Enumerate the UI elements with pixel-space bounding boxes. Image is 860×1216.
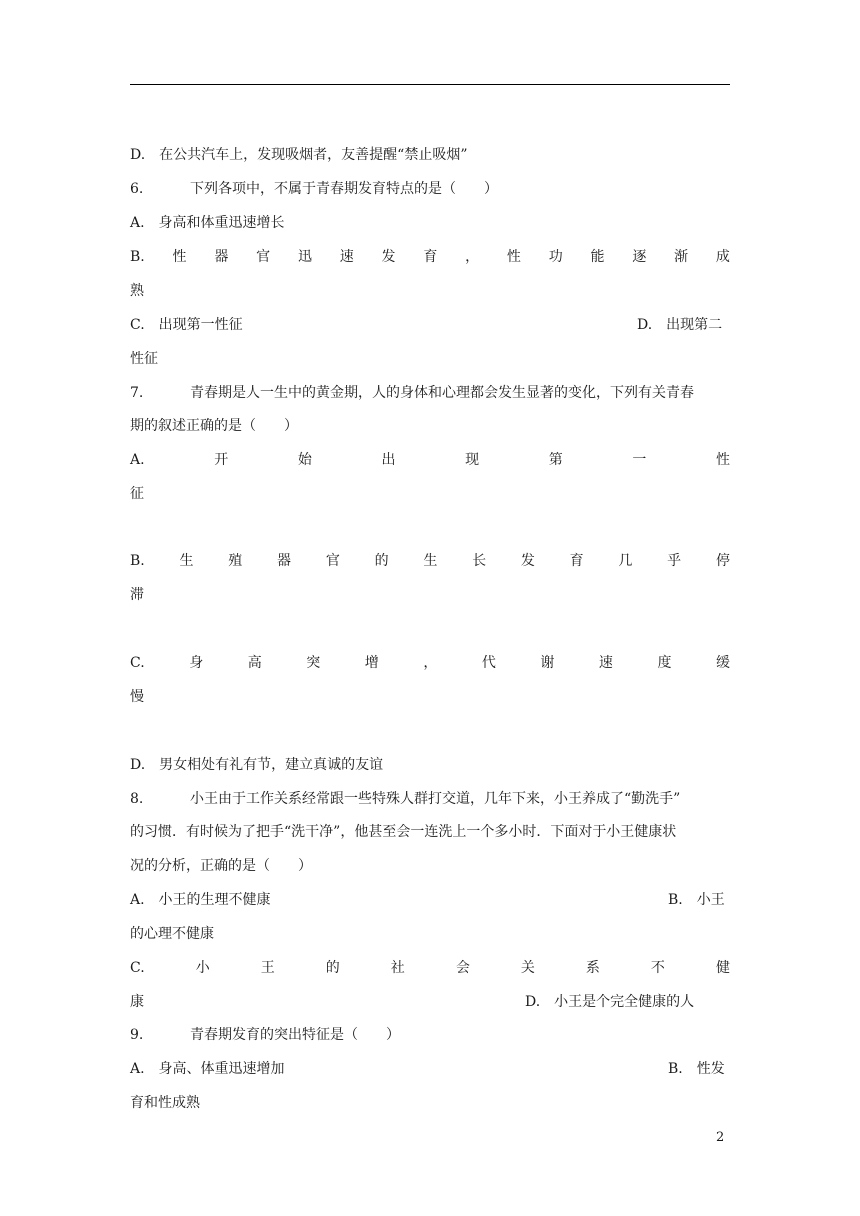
option-char: 几: [618, 553, 633, 569]
option-char: 王: [260, 960, 275, 976]
option-char: 官: [256, 249, 271, 265]
q7-c-label: C.: [130, 655, 145, 671]
q6-stem-text: 下列各项中，不属于青春期发育特点的是（ ）: [190, 181, 498, 197]
option-char: 能: [590, 249, 605, 265]
q8-option-c-tail: 康: [130, 994, 144, 1010]
option-char: 功: [548, 249, 563, 265]
option-char: 小: [195, 960, 210, 976]
q5-option-d: D. 在公共汽车上，发现吸烟者，友善提醒“禁止吸烟”: [130, 147, 468, 163]
q8-stem-text: 小王由于工作关系经常跟一些特殊人群打交道，几年下来，小王养成了“勤洗手”: [190, 791, 681, 807]
q6-option-b-tail: 熟: [130, 283, 144, 299]
q8-stem-3: 况的分析，正确的是（ ）: [130, 858, 312, 874]
option-char: 始: [297, 452, 312, 468]
q6-option-d-tail: 性征: [130, 351, 158, 367]
header-rule: [130, 84, 730, 85]
option-char: 发: [381, 249, 396, 265]
q6-stem: [130, 179, 730, 199]
q7-option-a: [130, 450, 730, 470]
option-char: 健: [715, 960, 730, 976]
option-char: 官: [325, 553, 340, 569]
option-char: 一: [632, 452, 647, 468]
q8-option-c-d-row: [130, 992, 730, 1012]
q8-option-a: A. 小王的生理不健康: [130, 892, 271, 908]
q8-option-d: D. 小王是个完全健康的人: [525, 994, 695, 1010]
option-char: 社: [390, 960, 405, 976]
q8-option-a-b-row: [130, 890, 730, 910]
option-char: 育: [423, 249, 438, 265]
q7-option-a-tail: 征: [130, 486, 144, 502]
option-char: 度: [657, 655, 672, 671]
option-char: 器: [214, 249, 229, 265]
option-char: 长: [472, 553, 487, 569]
q6-number: 6.: [130, 181, 144, 197]
option-char: 的: [325, 960, 340, 976]
q7-stem-1: [130, 383, 730, 403]
option-char: 突: [306, 655, 321, 671]
q8-option-c: [130, 958, 730, 978]
option-char: 性: [715, 452, 730, 468]
q7-number: 7.: [130, 385, 144, 401]
q7-option-d: D. 男女相处有礼有节，建立真诚的友谊: [130, 757, 384, 773]
option-char: 迅: [297, 249, 312, 265]
q6-option-b: [130, 247, 730, 267]
q6-b-label: B.: [130, 249, 145, 265]
q9-option-a-b-row: [130, 1059, 730, 1079]
option-char: 生: [423, 553, 438, 569]
q7-a-label: A.: [130, 452, 145, 468]
option-char: 开: [214, 452, 229, 468]
option-char: 代: [481, 655, 496, 671]
q6-option-d: D. 出现第二: [637, 317, 723, 333]
q6-option-c-d-row: [130, 315, 730, 335]
option-char: 的: [374, 553, 389, 569]
q7-option-c: [130, 653, 730, 673]
option-char: ，: [465, 249, 480, 265]
option-char: 系: [585, 960, 600, 976]
option-char: 成: [715, 249, 730, 265]
option-char: 缓: [715, 655, 730, 671]
q7-option-b: [130, 551, 730, 571]
option-char: ，: [423, 655, 438, 671]
q7-stem-2: 期的叙述正确的是（ ）: [130, 418, 298, 434]
q8-number: 8.: [130, 791, 144, 807]
option-char: 会: [455, 960, 470, 976]
option-char: 谢: [540, 655, 555, 671]
q8-c-label: C.: [130, 960, 145, 976]
option-char: 速: [598, 655, 613, 671]
q6-option-c: C. 出现第一性征: [130, 317, 243, 333]
option-char: 关: [520, 960, 535, 976]
option-char: 第: [548, 452, 563, 468]
option-char: 增: [364, 655, 379, 671]
q9-option-b: B. 性发: [668, 1061, 725, 1077]
q6-option-a: A. 身高和体重迅速增长: [130, 215, 285, 231]
option-char: 性: [172, 249, 187, 265]
q9-number: 9.: [130, 1027, 144, 1043]
option-char: 器: [277, 553, 292, 569]
q8-stem-2: 的习惯．有时候为了把手“洗干净”，他甚至会一连洗上一个多小时．下面对于小王健康状: [130, 824, 677, 840]
option-char: 不: [650, 960, 665, 976]
option-char: 逐: [632, 249, 647, 265]
q7-option-b-tail: 滞: [130, 587, 144, 603]
q8-stem-1: [130, 789, 730, 809]
q9-option-b-tail: 育和性成熟: [130, 1095, 200, 1111]
q9-stem-text: 青春期发育的突出特征是（ ）: [190, 1027, 400, 1043]
option-char: 现: [465, 452, 480, 468]
q7-b-label: B.: [130, 553, 145, 569]
q7-stem-text: 青春期是人一生中的黄金期，人的身体和心理都会发生显著的变化，下列有关青春: [190, 385, 694, 401]
q8-option-b: B. 小王: [668, 892, 725, 908]
option-char: 育: [569, 553, 584, 569]
option-char: 乎: [667, 553, 682, 569]
option-char: 生: [179, 553, 194, 569]
option-char: 出: [381, 452, 396, 468]
option-char: 殖: [228, 553, 243, 569]
option-char: 速: [339, 249, 354, 265]
q9-option-a: A. 身高、体重迅速增加: [130, 1061, 285, 1077]
option-char: 渐: [674, 249, 689, 265]
option-char: 发: [520, 553, 535, 569]
q8-option-b-tail: 的心理不健康: [130, 926, 214, 942]
option-char: 高: [247, 655, 262, 671]
option-char: 身: [189, 655, 204, 671]
option-char: 停: [715, 553, 730, 569]
option-char: 性: [506, 249, 521, 265]
page-number: 2: [716, 1130, 725, 1145]
q7-option-c-tail: 慢: [130, 689, 144, 705]
q9-stem: [130, 1025, 730, 1045]
